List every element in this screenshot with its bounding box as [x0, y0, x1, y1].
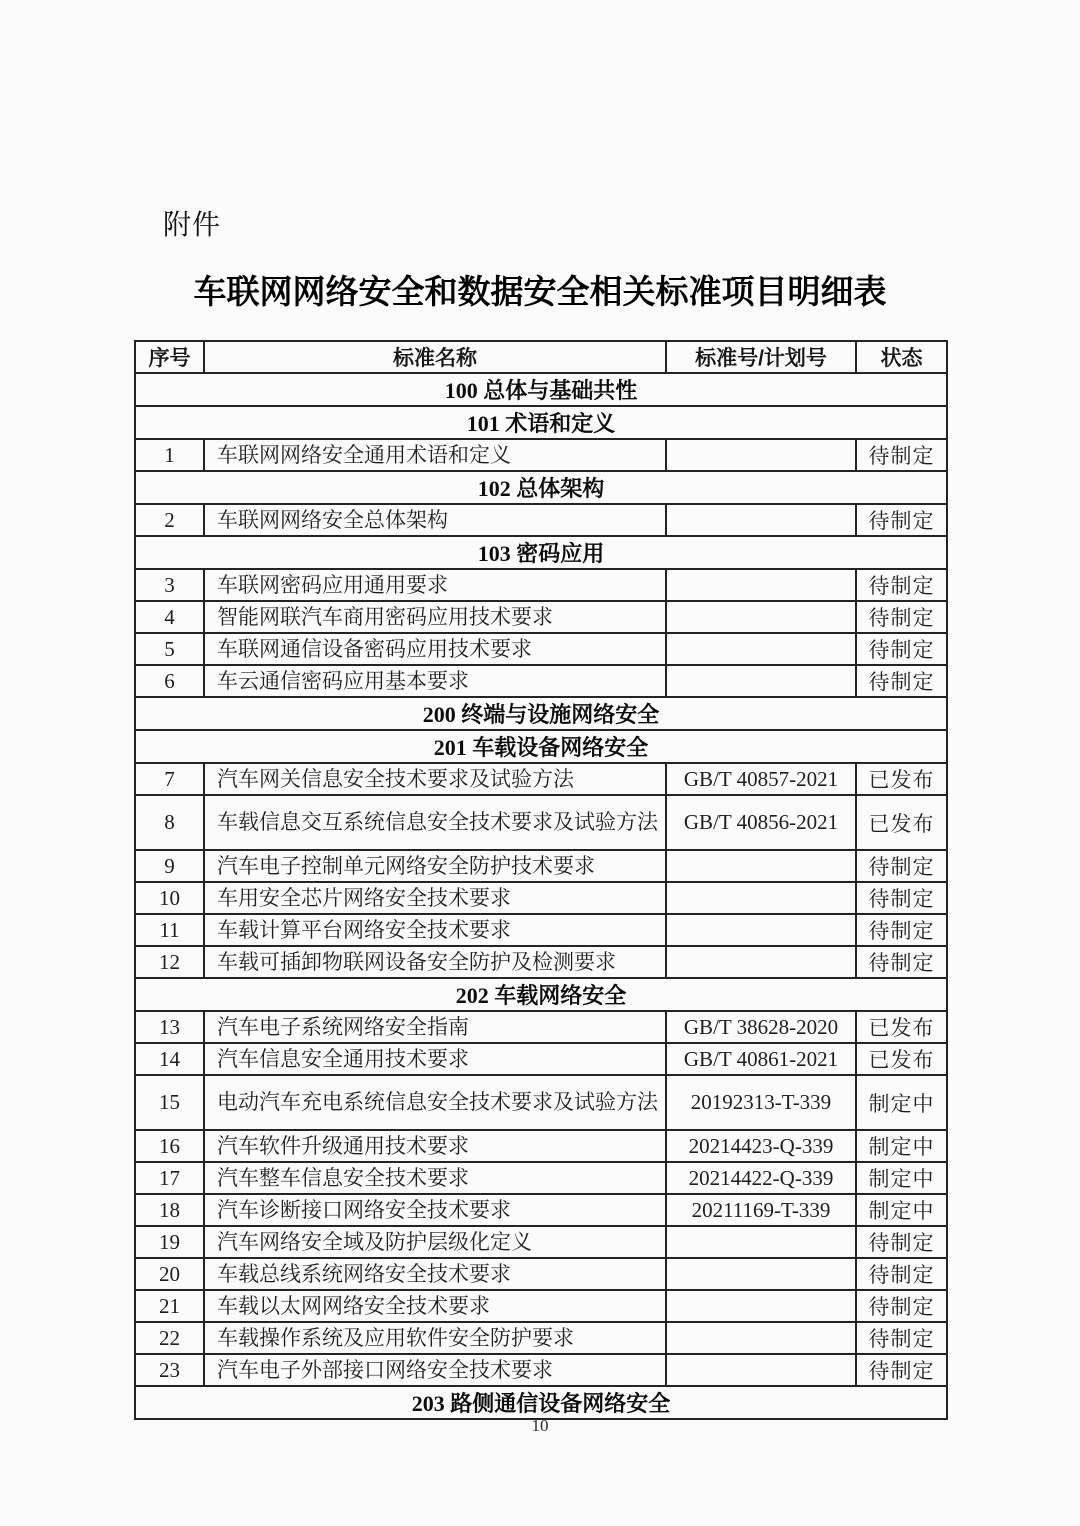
cell-no: 19: [135, 1226, 204, 1258]
cell-code: 20214422-Q-339: [666, 1162, 856, 1194]
cell-status: 待制定: [856, 946, 947, 978]
table-row: [135, 795, 947, 850]
cell-no: 17: [135, 1162, 204, 1194]
table-row: [135, 1322, 947, 1354]
table-row: [135, 1226, 947, 1258]
table-row: [135, 1043, 947, 1075]
cell-name: 车载总线系统网络安全技术要求: [204, 1258, 666, 1290]
cell-no: 9: [135, 850, 204, 882]
cell-name: 车载操作系统及应用软件安全防护要求: [204, 1322, 666, 1354]
table-row: [135, 1162, 947, 1194]
cell-no: 21: [135, 1290, 204, 1322]
cell-name: 汽车诊断接口网络安全技术要求: [204, 1194, 666, 1226]
section-label: 202 车载网络安全: [135, 978, 947, 1011]
table-row: [135, 946, 947, 978]
table-row: [135, 1011, 947, 1043]
cell-no: 1: [135, 439, 204, 471]
cell-no: 16: [135, 1130, 204, 1162]
table-row: [135, 850, 947, 882]
cell-code: GB/T 40856-2021: [666, 795, 856, 850]
table-row: [135, 665, 947, 697]
cell-status: 待制定: [856, 882, 947, 914]
section-row: [135, 978, 947, 1011]
cell-no: 22: [135, 1322, 204, 1354]
cell-no: 23: [135, 1354, 204, 1386]
section-label: 103 密码应用: [135, 536, 947, 569]
table-row: [135, 882, 947, 914]
cell-name: 车联网网络安全总体架构: [204, 504, 666, 536]
table-row: [135, 1290, 947, 1322]
table-row: [135, 601, 947, 633]
cell-name: 车联网网络安全通用术语和定义: [204, 439, 666, 471]
cell-status: 待制定: [856, 601, 947, 633]
cell-status: 待制定: [856, 504, 947, 536]
cell-name: 汽车信息安全通用技术要求: [204, 1043, 666, 1075]
cell-status: 待制定: [856, 439, 947, 471]
cell-code: [666, 439, 856, 471]
cell-no: 15: [135, 1075, 204, 1130]
cell-status: 已发布: [856, 1043, 947, 1075]
section-label: 203 路侧通信设备网络安全: [135, 1386, 947, 1419]
section-label: 101 术语和定义: [135, 406, 947, 439]
column-header-name: 标准名称: [204, 341, 666, 373]
cell-code: [666, 601, 856, 633]
table-row: [135, 763, 947, 795]
cell-code: [666, 946, 856, 978]
cell-status: 待制定: [856, 1258, 947, 1290]
cell-no: 8: [135, 795, 204, 850]
cell-name: 车云通信密码应用基本要求: [204, 665, 666, 697]
cell-name: 车用安全芯片网络安全技术要求: [204, 882, 666, 914]
cell-status: 待制定: [856, 1354, 947, 1386]
table-row: [135, 569, 947, 601]
cell-no: 4: [135, 601, 204, 633]
cell-name: 汽车网络安全域及防护层级化定义: [204, 1226, 666, 1258]
cell-status: 待制定: [856, 850, 947, 882]
cell-status: 待制定: [856, 1290, 947, 1322]
cell-status: 已发布: [856, 763, 947, 795]
cell-code: [666, 633, 856, 665]
attachment-label: 附件: [163, 209, 222, 240]
table-row: [135, 633, 947, 665]
cell-status: 已发布: [856, 795, 947, 850]
cell-no: 10: [135, 882, 204, 914]
section-row: [135, 697, 947, 730]
cell-name: 车载计算平台网络安全技术要求: [204, 914, 666, 946]
section-row: [135, 536, 947, 569]
cell-no: 6: [135, 665, 204, 697]
cell-name: 车联网密码应用通用要求: [204, 569, 666, 601]
table-row: [135, 1194, 947, 1226]
cell-status: 制定中: [856, 1194, 947, 1226]
column-header-code: 标准号/计划号: [666, 341, 856, 373]
cell-code: GB/T 40857-2021: [666, 763, 856, 795]
section-row: [135, 406, 947, 439]
cell-no: 5: [135, 633, 204, 665]
cell-name: 车载以太网网络安全技术要求: [204, 1290, 666, 1322]
standards-table: [134, 340, 948, 1420]
section-label: 200 终端与设施网络安全: [135, 697, 947, 730]
table-row: [135, 1354, 947, 1386]
cell-no: 20: [135, 1258, 204, 1290]
cell-code: [666, 1226, 856, 1258]
cell-name: 车载信息交互系统信息安全技术要求及试验方法: [204, 795, 666, 850]
cell-code: [666, 665, 856, 697]
table-row: [135, 1075, 947, 1130]
cell-name: 汽车网关信息安全技术要求及试验方法: [204, 763, 666, 795]
cell-no: 13: [135, 1011, 204, 1043]
section-row: [135, 1386, 947, 1419]
page-number: 10: [531, 1416, 549, 1435]
cell-code: [666, 569, 856, 601]
cell-code: 20211169-T-339: [666, 1194, 856, 1226]
cell-status: 待制定: [856, 665, 947, 697]
cell-name: 汽车软件升级通用技术要求: [204, 1130, 666, 1162]
table-row: [135, 1130, 947, 1162]
cell-code: 20192313-T-339: [666, 1075, 856, 1130]
cell-name: 电动汽车充电系统信息安全技术要求及试验方法: [204, 1075, 666, 1130]
cell-name: 汽车整车信息安全技术要求: [204, 1162, 666, 1194]
cell-name: 智能网联汽车商用密码应用技术要求: [204, 601, 666, 633]
cell-no: 14: [135, 1043, 204, 1075]
cell-code: [666, 1290, 856, 1322]
cell-code: GB/T 38628-2020: [666, 1011, 856, 1043]
table-row: [135, 504, 947, 536]
section-label: 100 总体与基础共性: [135, 373, 947, 406]
cell-status: 已发布: [856, 1011, 947, 1043]
cell-code: [666, 1354, 856, 1386]
table-row: [135, 439, 947, 471]
cell-code: 20214423-Q-339: [666, 1130, 856, 1162]
cell-name: 汽车电子控制单元网络安全防护技术要求: [204, 850, 666, 882]
cell-status: 制定中: [856, 1162, 947, 1194]
table-row: [135, 914, 947, 946]
cell-name: 汽车电子外部接口网络安全技术要求: [204, 1354, 666, 1386]
cell-code: [666, 882, 856, 914]
section-row: [135, 471, 947, 504]
section-label: 102 总体架构: [135, 471, 947, 504]
cell-no: 18: [135, 1194, 204, 1226]
section-row: [135, 373, 947, 406]
cell-status: 待制定: [856, 1226, 947, 1258]
cell-code: [666, 914, 856, 946]
column-header-status: 状态: [856, 341, 947, 373]
cell-name: 车联网通信设备密码应用技术要求: [204, 633, 666, 665]
cell-code: [666, 1258, 856, 1290]
cell-status: 制定中: [856, 1075, 947, 1130]
cell-code: [666, 850, 856, 882]
section-label: 201 车载设备网络安全: [135, 730, 947, 763]
page-title: 车联网网络安全和数据安全相关标准项目明细表: [193, 275, 887, 311]
cell-status: 待制定: [856, 569, 947, 601]
cell-no: 12: [135, 946, 204, 978]
cell-no: 11: [135, 914, 204, 946]
cell-status: 制定中: [856, 1130, 947, 1162]
cell-name: 汽车电子系统网络安全指南: [204, 1011, 666, 1043]
cell-name: 车载可插卸物联网设备安全防护及检测要求: [204, 946, 666, 978]
cell-no: 3: [135, 569, 204, 601]
cell-code: [666, 1322, 856, 1354]
table-row: [135, 1258, 947, 1290]
cell-status: 待制定: [856, 1322, 947, 1354]
cell-no: 7: [135, 763, 204, 795]
cell-code: [666, 504, 856, 536]
cell-status: 待制定: [856, 633, 947, 665]
table-header-row: [135, 341, 947, 373]
cell-status: 待制定: [856, 914, 947, 946]
section-row: [135, 730, 947, 763]
column-header-no: 序号: [135, 341, 204, 373]
cell-no: 2: [135, 504, 204, 536]
cell-code: GB/T 40861-2021: [666, 1043, 856, 1075]
